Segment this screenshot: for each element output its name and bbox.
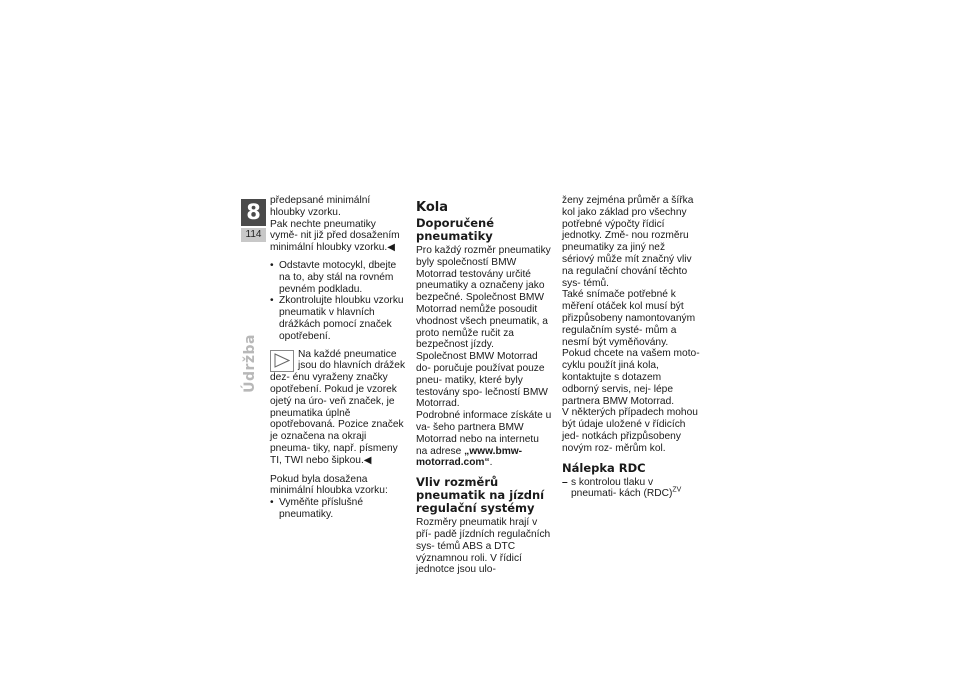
paragraph: předepsané minimální hloubky vzorku. — [270, 195, 371, 218]
paragraph: Pak nechte pneumatiky vymě- nit již před dosažením minimální hloubky vzorku.◀ — [270, 218, 400, 254]
list-item: • Vyměňte příslušné pneumatiky. — [270, 497, 406, 521]
paragraph — [416, 410, 552, 469]
note-triangle-icon — [270, 350, 294, 372]
column-3 — [562, 195, 700, 500]
list-item-text: s kontrolou tlaku v pneumati- kách (RDC) — [571, 476, 673, 500]
dash-list — [562, 477, 700, 501]
subsection-heading: Vliv rozměrů pneumatik na jízdní regulační systémy — [416, 475, 545, 516]
paragraph-text: Podrobné informace získáte u va- šeho partnera BMW Motorrad nebo na internetu na adrese — [416, 410, 552, 457]
note-block — [270, 349, 406, 467]
column-1 — [270, 195, 406, 521]
paragraph: ženy zejména průměr a šířka kol jako základ pro všechny potřebné výpočty řídicí jednotky. Změ- nou rozměru pneumatiky za jiný než sériový může mít značný vliv na regulační chování těchto sys- témů. — [562, 195, 694, 289]
superscript-code: ZV — [672, 486, 682, 494]
chapter-tab — [241, 199, 266, 242]
paragraph: V některých případech mohou být údaje uložené v řídicích jed- notkách přizpůsobeny novým roz- měrům kol. — [562, 407, 698, 454]
list-item — [562, 477, 700, 501]
section-heading: Kola — [416, 200, 449, 215]
paragraph: Pokud chcete na vašem moto- cyklu použít jiná kola, kontaktujte s dotazem odborný servis, nej- lépe partnera BMW Motorrad. — [562, 348, 700, 407]
chapter-number: 8 — [241, 199, 266, 226]
column-2 — [416, 195, 552, 576]
paragraph: Také snímače potřebné k měření otáček kol musí být přizpůsobeny namontovaným regulačním systé- mům a nesmí být vyměňovány. — [562, 289, 696, 348]
paragraph: Společnost BMW Motorrad do- poručuje používat pouze pneu- matiky, které byly testovány spo- lečností BMW Motorrad. — [416, 351, 548, 410]
paragraph: Rozměry pneumatik hrají v pří- padě jízdních regulačních sys- témů ABS a DTC významnou roli. V řídicí jednotce jsou ulo- — [416, 517, 551, 576]
punctuation: . — [489, 457, 493, 469]
paragraph: Pokud byla dosažena minimální hloubka vzorku: — [270, 473, 388, 497]
subsection-heading: Doporučené pneumatiky — [416, 216, 495, 243]
bullet-list — [270, 497, 406, 521]
website-link[interactable]: „www.bmw-motorrad.com“ — [416, 445, 523, 469]
list-item: • Zkontrolujte hloubku vzorku pneumatik v hlavních drážkách pomocí značek opotřebení. — [270, 295, 406, 342]
page-number: 114 — [241, 228, 266, 242]
chapter-side-label: Údržba — [242, 334, 258, 393]
paragraph: Pro každý rozměr pneumatiky byly společností BMW Motorrad testovány určité pneumatiky a označeny jako bezpečné. Společnost BMW Motorrad nemůže posoudit vhodnost všech pneumatik, a proto nemůže ručit za bezpečnost jízdy. — [416, 245, 551, 351]
note-text: Na každé pneumatice jsou do hlavních drážek dez- énu vyraženy značky opotřebení. Pokud je vzorek ojetý na úro- veň značek, je pneumatika úplně opotřebovaná. Pozice značek je označena na okraji pneuma- tiky, např. písmeny TI, TWI nebo šipkou.◀ — [270, 348, 406, 466]
bullet-list — [270, 260, 406, 343]
subsection-heading: Nálepka RDC — [562, 460, 646, 475]
list-item: • Odstavte motocykl, dbejte na to, aby stál na rovném pevném podkladu. — [270, 260, 406, 295]
